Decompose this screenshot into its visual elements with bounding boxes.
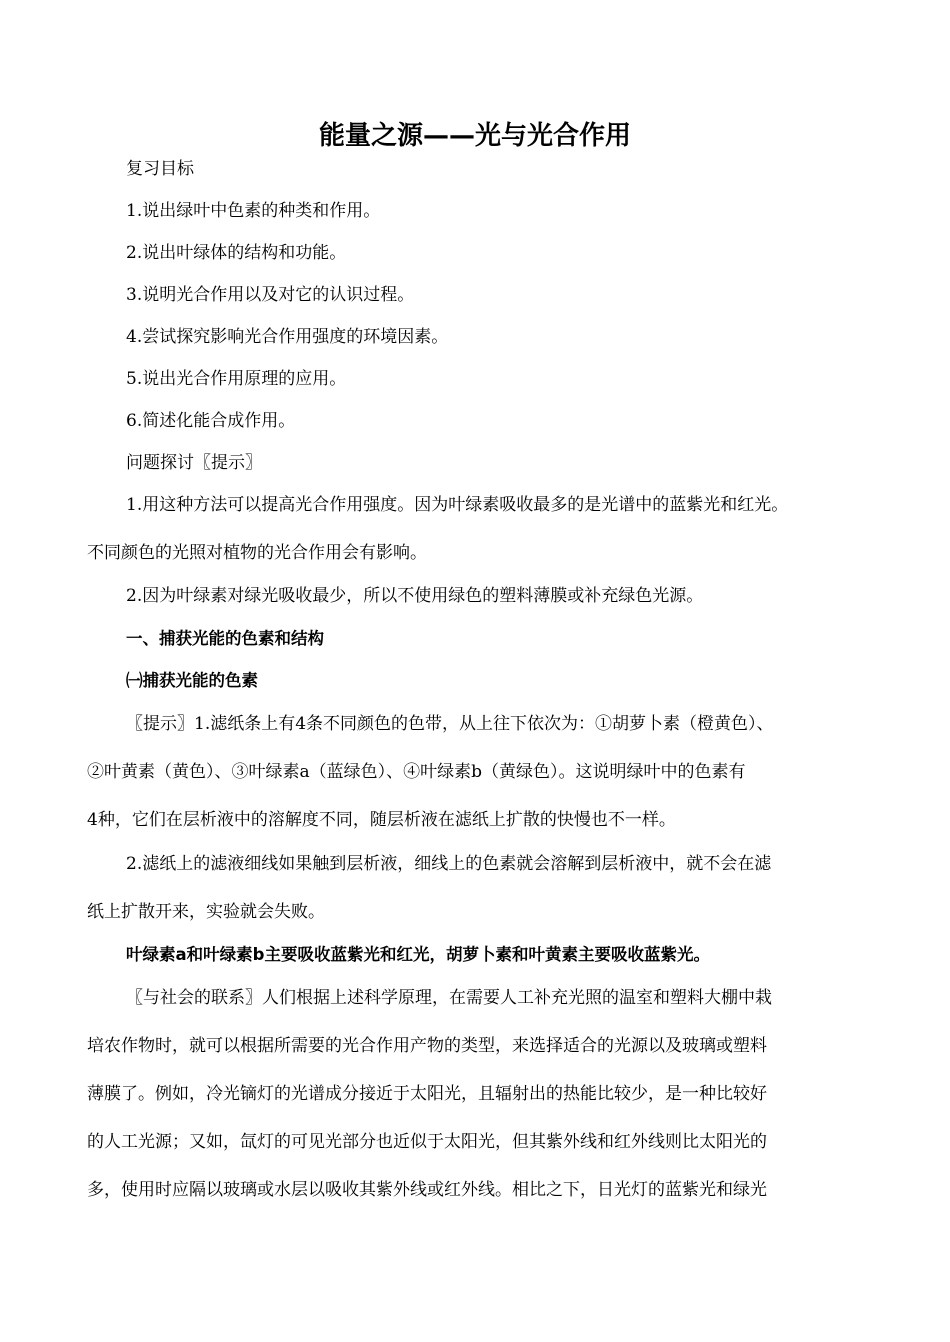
paragraph-line: 〖提示〗1.滤纸条上有4条不同颜色的色带，从上往下依次为：①胡萝卜素（橙黄色）、 — [126, 714, 774, 734]
paragraph-line: 的人工光源；又如，氙灯的可见光部分也近似于太阳光，但其紫外线和红外线则比太阳光的 — [87, 1132, 767, 1152]
goal-item-2: 2.说出叶绿体的结构和功能。 — [126, 243, 347, 263]
goal-item-4: 4.尝试探究影响光合作用强度的环境因素。 — [126, 327, 449, 347]
goal-item-1: 1.说出绿叶中色素的种类和作用。 — [126, 201, 381, 221]
paragraph-line: 1.用这种方法可以提高光合作用强度。因为叶绿素吸收最多的是光谱中的蓝紫光和红光。 — [126, 495, 789, 515]
paragraph-line: 2.滤纸上的滤液细线如果触到层析液，细线上的色素就会溶解到层析液中，就不会在滤 — [126, 854, 772, 874]
key-point-line: 叶绿素a和叶绿素b主要吸收蓝紫光和红光，胡萝卜素和叶黄素主要吸收蓝紫光。 — [126, 945, 710, 964]
goal-item-3: 3.说明光合作用以及对它的认识过程。 — [126, 285, 415, 305]
goal-item-5: 5.说出光合作用原理的应用。 — [126, 369, 347, 389]
paragraph-line: 4种，它们在层析液中的溶解度不同，随层析液在滤纸上扩散的快慢也不一样。 — [87, 810, 676, 830]
paragraph-line: 培农作物时，就可以根据所需要的光合作用产物的类型，来选择适合的光源以及玻璃或塑料 — [87, 1036, 767, 1056]
paragraph-line: 不同颜色的光照对植物的光合作用会有影响。 — [87, 543, 427, 563]
paragraph-line: 纸上扩散开来，实验就会失败。 — [87, 902, 325, 922]
section-heading-review-goals: 复习目标 — [126, 159, 194, 179]
subsection-heading-1: ㈠捕获光能的色素 — [126, 671, 258, 690]
paragraph-line: ②叶黄素（黄色）、③叶绿素a（蓝绿色）、④叶绿素b（黄绿色）。这说明绿叶中的色素有 — [87, 762, 746, 782]
goal-item-6: 6.简述化能合成作用。 — [126, 411, 296, 431]
paragraph-line: 〖与社会的联系〗人们根据上述科学原理，在需要人工补充光照的温室和塑料大棚中栽 — [126, 988, 772, 1008]
paragraph-line: 2.因为叶绿素对绿光吸收最少，所以不使用绿色的塑料薄膜或补充绿色光源。 — [126, 586, 704, 606]
paragraph-line: 多，使用时应隔以玻璃或水层以吸收其紫外线或红外线。相比之下，日光灯的蓝紫光和绿光 — [87, 1180, 767, 1200]
paragraph-line: 薄膜了。例如，冷光镝灯的光谱成分接近于太阳光，且辐射出的热能比较少，是一种比较好 — [87, 1084, 767, 1104]
section-heading-question-hint: 问题探讨〖提示〗 — [126, 453, 262, 473]
section-heading-1: 一、捕获光能的色素和结构 — [126, 629, 324, 648]
document-title: 能量之源——光与光合作用 — [318, 121, 631, 151]
